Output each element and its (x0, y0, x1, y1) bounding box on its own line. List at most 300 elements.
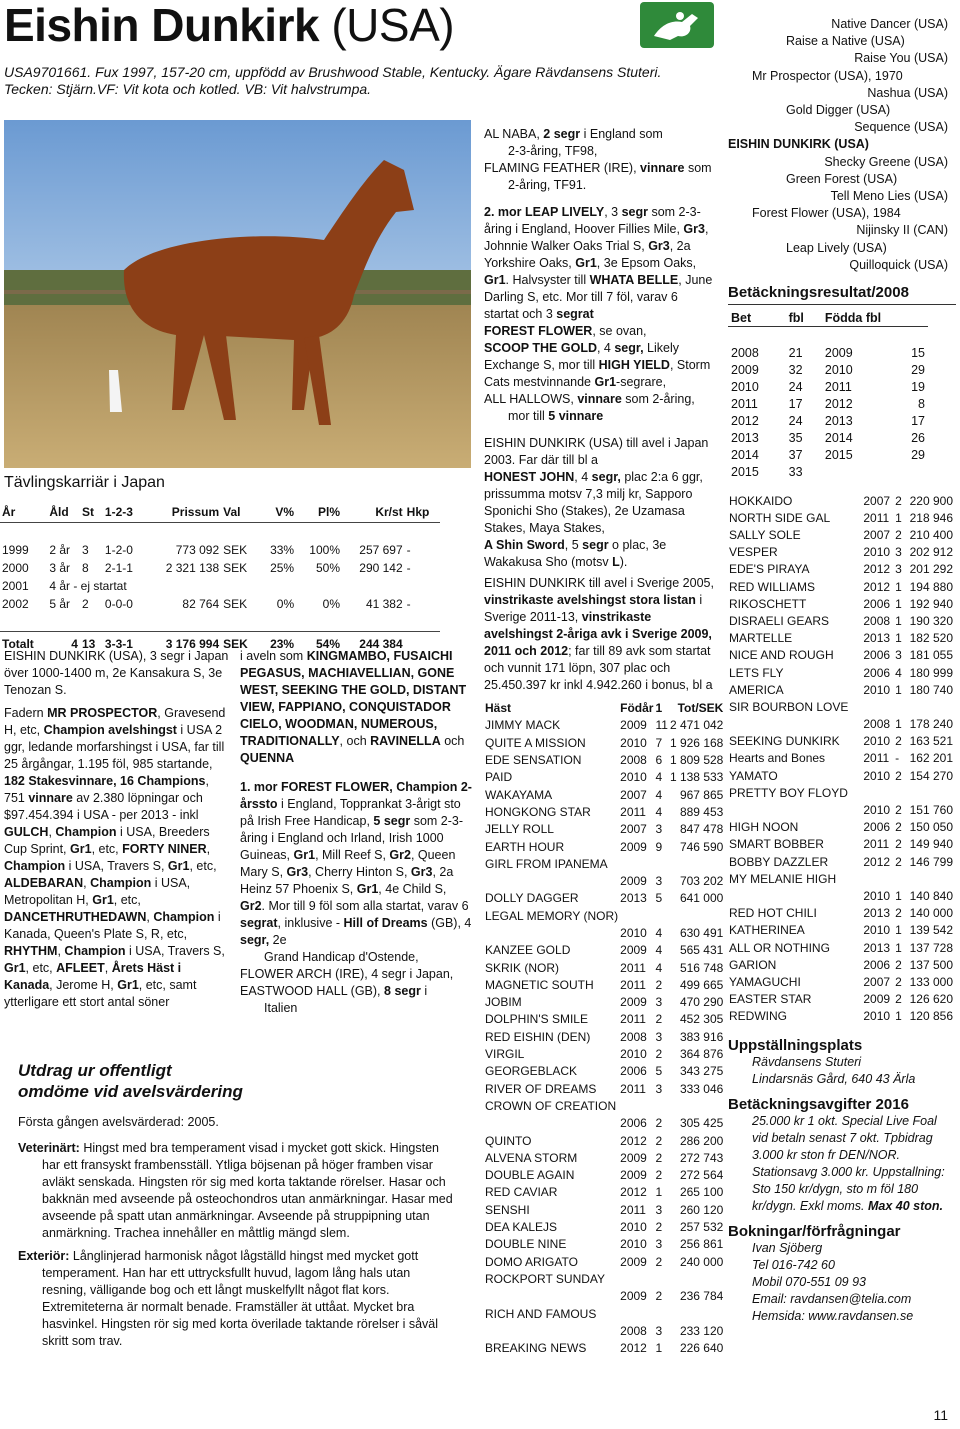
table-cell: 201 292 (909, 562, 953, 577)
pedigree-entry: Sequence (USA) (854, 120, 948, 135)
table-cell: 1 138 533 (669, 770, 724, 785)
col-header: Hkp (405, 502, 440, 523)
table-row (728, 990, 954, 1007)
table-cell (669, 908, 724, 925)
table-cell: EASTER STAR (729, 992, 812, 1007)
table-cell: 2015 (731, 464, 759, 479)
table-row (728, 733, 954, 750)
pedigree-entry: Green Forest (USA) (786, 171, 898, 186)
table-cell: 305 425 (679, 1116, 724, 1131)
table-cell: 35 (788, 430, 803, 445)
table-cell: 2009 (620, 1168, 647, 1183)
table-row (484, 1202, 724, 1219)
table-row (484, 1011, 724, 1028)
table-cell: 2 (655, 1254, 663, 1269)
table-cell: 1 (895, 631, 902, 646)
table-cell: 2010 (620, 1237, 647, 1252)
col-header: Kr/st (342, 502, 405, 523)
table-cell: 3 (655, 1081, 663, 1096)
table-cell: 218 946 (909, 510, 953, 525)
offspring-header: Häst Födår 1 Tot/SEK (485, 701, 724, 716)
table-cell (822, 463, 889, 480)
table-row (728, 819, 954, 836)
table-row (484, 1236, 724, 1253)
table-cell: 2009 (620, 943, 647, 958)
right-column (728, 16, 956, 1325)
table-cell: 21 (788, 345, 803, 360)
col-header: V% (259, 502, 296, 523)
col-header: År (0, 502, 47, 523)
table-cell: MY MELANIE HIGH (729, 871, 837, 886)
table-cell: 154 270 (909, 768, 953, 783)
table-cell: 2 (895, 493, 902, 508)
total-row: Totalt 4 13 3-3-1 3 176 994 SEK 23% 54% 244 384 (0, 632, 440, 657)
table-cell: 2009 (620, 995, 647, 1010)
table-cell: 2011 (620, 977, 646, 992)
table-cell: 2010 (863, 803, 891, 818)
table-cell: 1 (655, 1185, 663, 1200)
table-cell: GIRL FROM IPANEMA (485, 856, 608, 871)
table-row (484, 1167, 724, 1184)
table-row (484, 942, 724, 959)
table-cell (484, 1323, 619, 1340)
table-row (728, 664, 954, 681)
table-cell: 17 (911, 413, 925, 428)
contact-line: Tel 016-742 60 (752, 1257, 835, 1272)
table-row (484, 1288, 724, 1305)
table-cell: 2 471 042 (669, 718, 724, 733)
table-cell: DOLLY DAGGER (485, 891, 579, 906)
table-cell: DOUBLE NINE (485, 1237, 567, 1252)
table-row (484, 717, 724, 734)
table-cell: 2012 (620, 1133, 647, 1148)
table-cell: 2007 (863, 528, 891, 543)
table-cell: 2009 (620, 718, 647, 733)
table-cell (619, 1098, 654, 1115)
table-cell: 137 500 (909, 957, 953, 972)
table-cell: 516 748 (679, 960, 724, 975)
table-cell: 2007 (863, 974, 891, 989)
table-row (728, 956, 954, 973)
table-row (728, 526, 954, 543)
table-cell: 2009 (620, 839, 647, 854)
table-cell: 847 478 (679, 822, 724, 837)
table-cell: 2012 (863, 579, 891, 594)
table-cell: 24 (788, 379, 803, 394)
table-cell: 120 856 (909, 1009, 953, 1024)
table-cell: 746 590 (679, 839, 724, 854)
table-cell (904, 870, 954, 887)
table-cell: 499 665 (679, 977, 724, 992)
table-cell: 1 (895, 717, 902, 732)
table-row (484, 994, 724, 1011)
table-cell (904, 784, 954, 801)
table-row (728, 784, 954, 801)
table-cell: 2010 (824, 362, 853, 377)
offspring-table (484, 700, 724, 1357)
table-cell: 150 050 (909, 820, 953, 835)
table-row (728, 922, 954, 939)
table-cell: 2012 (620, 1185, 647, 1200)
table-cell: 162 201 (909, 751, 953, 766)
table-cell (654, 908, 668, 925)
table-row (484, 959, 724, 976)
table-cell: 233 120 (679, 1323, 724, 1338)
table-cell: 2010 (863, 923, 891, 938)
table-cell: REDWING (729, 1009, 787, 1024)
table-cell: 2008 (620, 753, 647, 768)
table-cell: KANZEE GOLD (485, 943, 571, 958)
table-cell: GEORGEBLACK (485, 1064, 578, 1079)
contact-email[interactable]: Email: ravdansen@telia.com (752, 1291, 912, 1306)
table-cell: 210 400 (909, 528, 953, 543)
table-cell: 333 046 (679, 1081, 724, 1096)
table-cell: 286 200 (679, 1133, 724, 1148)
table-row (484, 735, 724, 752)
table-cell: 470 290 (679, 995, 724, 1010)
table-row (728, 429, 928, 446)
table-cell: 24 (788, 413, 803, 428)
table-cell: 2007 (863, 493, 891, 508)
table-cell: 2006 (620, 1116, 647, 1131)
table-cell: QUITE A MISSION (485, 735, 586, 750)
table-cell: 2006 (620, 1064, 647, 1079)
table-cell: 2 (895, 957, 902, 972)
table-cell: 2 (655, 1116, 663, 1131)
table-row (728, 870, 954, 887)
table-cell: 2010 (863, 734, 891, 749)
table-cell: 17 (788, 396, 803, 411)
table-row (728, 750, 954, 767)
table-cell: 1 (895, 613, 902, 628)
table-cell: 2010 (620, 1047, 647, 1062)
table-cell: 163 521 (909, 734, 953, 749)
table-cell (669, 1271, 724, 1288)
pedigree-entry: EISHIN DUNKIRK (USA) (728, 137, 869, 152)
table-row (728, 509, 954, 526)
pedigree-entry: Native Dancer (USA) (831, 17, 948, 31)
table-cell: 5 (655, 1064, 663, 1079)
table-cell: 256 861 (679, 1237, 724, 1252)
table-cell: 2011 (863, 751, 890, 766)
table-cell: 2009 (824, 345, 853, 360)
table-cell: PAID (485, 770, 513, 785)
table-row: 2002 5 år 2 0-0-0 82 764 SEK 0% 0% 41 382 - (2, 597, 411, 611)
evaluation-text: Veterinärt: Hingst med bra temperament visad i mycket gott skick. Hingsten har ett fransyskt frambensställ. Ytliga böjsenan på höger framben visar avläkt senskada. Hingsten rör sig med korta taktande rörelser. Hasar och bakknän med avseende på osteochondros utan anmärkningar. Hasar med avseende på spatt utan anmärkningar. Avseende på struppipning utan anmärkning. Trachea innehåller en måttlig mängd slem. Exteriör: Långlinjerad harmonisk något lågställd hingst med mycket gott temperament. Han har ett uttrycksfullt huvud, lagom lång hals utan resning, välligande bog och ett långt muskelfyllt något flat kors. Extremiteterna är normalt benade. Framställer ät uttåat. Mycket bra hasvinkel. Hingsten rör sig med korta överilade taktande rörelser i såväl skritt som trav. (18, 1141, 453, 1348)
table-cell: 2010 (620, 926, 647, 940)
table-cell (894, 784, 904, 801)
table-cell: RED HOT CHILI (729, 906, 817, 921)
stud-logo-icon (640, 2, 714, 48)
table-cell (484, 873, 619, 890)
table-row (728, 939, 954, 956)
table-cell: 178 240 (909, 717, 953, 732)
table-cell: 2 (655, 1150, 663, 1165)
table-cell: 2011 (863, 510, 890, 525)
table-row (728, 395, 928, 412)
table-cell: 565 431 (679, 943, 724, 958)
table-cell: LEGAL MEMORY (NOR) (485, 908, 619, 923)
table-cell: 2011 (824, 379, 852, 394)
table-cell (619, 908, 654, 925)
table-cell: BOBBY DAZZLER (729, 854, 829, 869)
table-cell: LETS FLY (729, 665, 784, 680)
table-cell: 1 (895, 888, 902, 903)
table-row (728, 767, 954, 784)
table-cell: 182 520 (909, 631, 953, 646)
table-cell: 2012 (863, 854, 891, 869)
horse-info: USA9701661. Fux 1997, 157-20 cm, uppfödd av Brushwood Stable, Kentucky. Ägare Rävdansens Stuteri. Tecken: Stjärn.VF: Vit kota och kotled. VB: Vit halvstrumpa. (4, 64, 662, 97)
table-cell (894, 870, 904, 887)
table-cell: 272 743 (679, 1150, 724, 1165)
table-cell: 272 564 (679, 1168, 724, 1183)
betack-title: Betäckningsresultat/2008 (728, 284, 956, 305)
betack-header: Bet fbl Födda fbl (731, 310, 882, 325)
table-cell: MARTELLE (729, 631, 793, 646)
table-cell: 2008 (620, 1029, 647, 1044)
table-cell: JELLY ROLL (485, 822, 554, 837)
table-cell: EARTH HOUR (485, 839, 565, 854)
table-row (728, 887, 954, 904)
table-row (484, 1254, 724, 1271)
table-cell: 4 (895, 665, 902, 680)
description-col1: EISHIN DUNKIRK (USA), 3 segr i Japan över 1000-1400 m, 2e Kansakura S, 3e Tenozan S. Fadern MR PROSPECTOR, Gravesend H, etc, Champion avelshingst i USA 2 ggr, ledande morfarshingst i USA, far till 25 årgångar, 1.195 föl, 985 startande, 182 Stakesvinnare, 16 Champions, 751 vinnare av 2.380 löpningar och $97.454.394 i USA - per 2013 - inkl GULCH, Champion i USA, Breeders Cup Sprint, Gr1, etc, FORTY NINER, Champion i USA, Travers S, Gr1, etc, ALDEBARAN, Champion i USA, Metropolitan H, Gr1, etc, DANCETHRUTHEDAWN, Champion i Kanada, Queen's Plate S, R, etc, RHYTHM, Champion i USA, Travers S, Gr1, etc, AFLEET, Årets Häst i Kanada, Jerome H, Gr1, etc, samt ytterligare ett stort antal söner (4, 649, 229, 1009)
table-row (484, 1150, 724, 1167)
table-row (728, 492, 954, 509)
description-col3: AL NABA, 2 segr i England som 2-3-åring, TF98, FLAMING FEATHER (IRE), vinnare som 2-åring, TF91. 2. mor LEAP LIVELY, 3 segr som 2-3-åring i England, Hoover Fillies Mile, Gr3, Johnnie Walker Oaks Trial S, Gr3, 2a Yorkshire Oaks, Gr1, 3e Epsom Oaks, Gr1. Halvsyster till WHATA BELLE, June Darling S, etc. Mor till 7 föl, varav 6 startat och 3 segrat FOREST FLOWER, se ovan, SCOOP THE GOLD, 4 segr, Likely Exchange S, mor till HIGH YIELD, Storm Cats mestvinnande Gr1-segrare, ALL HALLOWS, vinnare som 2-åring, mor till 5 vinnare EISHIN DUNKIRK (USA) till avel i Japan 2003. Far där till bl a HONEST JOHN, 4 segr, plac 2:a 6 ggr, prissumma motsv 7,3 milj kr, Sapporo Sponichi Sho (Stakes), 2e Uzamasa Stakes, Maya Stakes, A Shin Sword, 5 segr o plac, 3e Wakakusa Sho (motsv L). EISHIN DUNKIRK till avel i Sverige 2005, vinstrikaste avelshingst stora listan i Sverige 2011-13, vinstrikaste avelshingst 2-åriga avk i Sverige 2009, 2011 och 2012; far till 89 avk som startat och vunnit 171 löpn, 307 plac och 25.450.397 kr inkl 4.942.260 i bonus, bl a Häst Födår 1 Tot/SEK JIMMY MACK 2009 11 2 471 042 QUITE A MISSION 2010 7 1 926 168 EDE SENSATION 2008 6 1 809 528 PAID 2010 4 1 138 533 WAKAYAMA 2007 4 967 865 HONGKONG STAR 2011 4 889 453 JELLY ROLL 2007 3 847 478 EARTH HOUR 2009 9 746 590 GIRL FROM IPANEMA 2009 3 703 202 DOLLY DAGGER 2013 5 641 000 LEGAL MEMORY (NOR) 2010 4 630 491 KANZEE GOLD 2009 4 565 431 SKRIK (NOR) 2011 4 516 748 MAGNETIC SOUTH 2011 2 499 665 JOBIM 2009 3 470 290 DOLPHIN'S SMILE 2011 2 452 305 RED EISHIN (DEN) 2008 3 383 916 VIRGIL 2010 2 364 876 GEORGEBLACK 2006 5 343 275 RIVER OF DREAMS 2011 3 333 046 CROWN OF CREATION 2006 2 305 425 QUINTO 2012 2 286 200 ALVENA STORM 2009 2 272 743 DOUBLE AGAIN 2009 2 272 564 RED CAVIAR 2012 1 265 100 SENSHI 2011 3 260 120 DEA KALEJS 2010 2 257 532 DOUBLE NINE 2010 3 256 861 DOMO ARIGATO 2009 2 240 000 ROCKPORT SUNDAY 2009 2 236 784 RICH AND FAMOUS 2008 3 233 120 BREAKING NEWS 2012 1 226 640 (484, 126, 714, 1357)
table-cell: SEEKING DUNKIRK (729, 734, 840, 749)
table-cell: 2013 (620, 891, 647, 906)
table-cell: SKRIK (NOR) (485, 960, 560, 975)
table-row (728, 612, 954, 629)
table-cell: 202 912 (909, 545, 953, 560)
table-cell: RICH AND FAMOUS (485, 1306, 597, 1321)
pedigree-entry: Forest Flower (USA), 1984 (752, 206, 901, 221)
table-cell: 2010 (620, 735, 647, 750)
table-cell: 2012 (824, 396, 853, 411)
table-cell (484, 925, 619, 942)
table-cell: 2 (895, 820, 902, 835)
table-cell: 2009 (620, 1254, 647, 1269)
uppst-title: Uppställningsplats (728, 1036, 863, 1054)
table-cell: 1 809 528 (669, 753, 724, 768)
table-cell: 220 900 (909, 493, 953, 508)
table-cell: 1 (655, 1341, 663, 1356)
table-cell (484, 1288, 619, 1305)
table-row (728, 378, 928, 395)
table-cell: 2 (895, 837, 902, 852)
table-cell: 3 (655, 874, 663, 889)
table-cell: 5 (655, 891, 663, 906)
table-cell: 2 (895, 974, 902, 989)
table-row (728, 801, 954, 818)
table-cell (484, 1115, 619, 1132)
table-cell: 889 453 (679, 804, 724, 819)
table-row (728, 361, 928, 378)
table-cell: 8 (918, 396, 925, 411)
table-cell: 3 (895, 545, 902, 560)
table-cell: EDE SENSATION (485, 753, 582, 768)
table-cell: RED EISHIN (DEN) (485, 1029, 591, 1044)
table-cell: GARION (729, 957, 777, 972)
table-cell: 180 740 (909, 682, 953, 697)
table-cell: 2011 (863, 837, 890, 852)
table-cell: 3 (655, 1202, 663, 1217)
table-row (728, 463, 928, 480)
table-cell (654, 856, 668, 873)
table-cell (728, 887, 862, 904)
table-cell: 2013 (863, 631, 891, 646)
table-cell: 3 (655, 1237, 663, 1252)
table-cell: DOMO ARIGATO (485, 1254, 578, 1269)
table-row (728, 715, 954, 732)
table-cell: 4 (655, 787, 663, 802)
table-cell: 2006 (863, 648, 891, 663)
table-cell: BREAKING NEWS (485, 1341, 587, 1356)
uppst-line: Rävdansens Stuteri (752, 1054, 862, 1069)
table-cell: 2 (655, 1133, 663, 1148)
contact-line: Ivan Sjöberg (752, 1240, 823, 1255)
table-cell: RED WILLIAMS (729, 579, 816, 594)
table-cell: SMART BOBBER (729, 837, 824, 852)
table-row (484, 925, 724, 942)
table-cell: 2013 (863, 940, 891, 955)
table-cell: ROCKPORT SUNDAY (485, 1271, 606, 1286)
col-header: 1-2-3 (103, 502, 145, 523)
table-cell: RED CAVIAR (485, 1185, 558, 1200)
table-cell: 2008 (863, 717, 891, 732)
table-cell: SENSHI (485, 1202, 530, 1217)
table-row (728, 344, 928, 361)
col-header: Åld (47, 502, 80, 523)
page-title: Eishin Dunkirk (USA) (4, 0, 455, 51)
avg-title: Betäckningsavgifter 2016 (728, 1095, 909, 1113)
avg-text: 25.000 kr 1 okt. Special Live Foal vid betaln senast 7 okt. Tpbidrag 3.000 kr ston fr DEN/NOR. Stationsavg 3.000 kr. Uppstallning: Sto 150 kr/dygn, sto m föl 180 kr/dygn. Exkl moms. Max 40 ston. (752, 1113, 945, 1213)
table-cell: 29 (911, 447, 925, 462)
table-cell: 703 202 (679, 874, 724, 889)
table-row (728, 446, 928, 463)
pedigree-entry: Raise You (USA) (854, 51, 948, 66)
table-row (728, 578, 954, 595)
table-cell (619, 1305, 654, 1322)
table-cell: HONGKONG STAR (485, 804, 591, 819)
table-row: 1999 2 år 3 1-2-0 773 092 SEK 33% 100% 257 697 - (2, 543, 411, 557)
table-cell: 2012 (731, 413, 759, 428)
table-cell: 151 760 (909, 803, 953, 818)
table-cell: YAMAGUCHI (729, 974, 801, 989)
pedigree-entry: Gold Digger (USA) (786, 103, 891, 118)
career-title: Tävlingskarriär i Japan (4, 474, 165, 491)
table-row (484, 1219, 724, 1236)
table-row (484, 1098, 724, 1115)
table-cell: 2014 (731, 447, 759, 462)
table-cell: 37 (788, 447, 803, 462)
table-row (484, 1132, 724, 1149)
page-number: 11 (933, 1407, 948, 1423)
table-row (484, 890, 724, 907)
table-cell: RIKOSCHETT (729, 596, 807, 611)
table-cell: 226 640 (679, 1341, 724, 1356)
table-cell: 1 (895, 579, 902, 594)
table-row (484, 856, 724, 873)
table-cell: 2007 (620, 787, 647, 802)
table-cell: 6 (655, 753, 663, 768)
table-cell: 2010 (620, 770, 647, 785)
table-cell: 4 (655, 943, 663, 958)
table-cell: 133 000 (909, 974, 953, 989)
table-cell: 2009 (863, 992, 891, 1007)
table-cell: 2006 (863, 957, 891, 972)
table-cell: 2008 (731, 345, 759, 360)
table-cell: 2012 (863, 562, 891, 577)
table-cell: 15 (911, 345, 925, 360)
table-cell: QUINTO (485, 1133, 532, 1148)
table-row: 2001 4 år - ej startat (2, 579, 127, 593)
table-cell: 140 000 (909, 906, 953, 921)
table-row (728, 853, 954, 870)
utdrag-title: Utdrag ur offentligt omdöme vid avelsvärdering Första gången avelsvärderad: 2005. (18, 1061, 243, 1129)
table-cell: MAGNETIC SOUTH (485, 977, 594, 992)
table-cell: DOLPHIN'S SMILE (485, 1012, 588, 1027)
table-cell (654, 1098, 668, 1115)
contact-website[interactable]: Hemsida: www.ravdansen.se (752, 1308, 914, 1323)
table-cell (654, 1271, 668, 1288)
table-cell: Hearts and Bones (729, 751, 826, 766)
col-header: Val (221, 502, 259, 523)
table-cell: 2014 (824, 430, 853, 445)
table-cell: 139 542 (909, 923, 953, 938)
table-cell (654, 1305, 668, 1322)
table-cell: 2 (895, 768, 902, 783)
offspring-table-2 (728, 492, 954, 1025)
pedigree-entry: Nashua (USA) (867, 85, 948, 100)
table-cell: 1 (895, 940, 902, 955)
table-cell: 2009 (620, 874, 647, 889)
table-cell: JOBIM (485, 995, 522, 1010)
table-row (728, 973, 954, 990)
table-cell: 140 840 (909, 888, 953, 903)
table-cell (669, 1305, 724, 1322)
table-cell: 2009 (620, 1289, 647, 1304)
table-row (484, 1029, 724, 1046)
table-cell: 19 (911, 379, 925, 394)
table-cell: 343 275 (679, 1064, 724, 1079)
table-row (484, 1184, 724, 1201)
table-cell: 257 532 (679, 1220, 724, 1235)
table-cell: 3 (655, 822, 663, 837)
table-cell: 2009 (731, 362, 759, 377)
table-row (484, 1046, 724, 1063)
table-cell: 11 (655, 718, 668, 733)
table-cell: 2 (655, 977, 663, 992)
table-cell: 2 (895, 803, 902, 818)
table-cell: 3 (895, 648, 902, 663)
table-cell: 265 100 (679, 1185, 724, 1200)
table-cell: 2010 (863, 682, 891, 697)
table-cell: 1 (895, 682, 902, 697)
table-row (484, 1271, 724, 1288)
table-cell: 137 728 (909, 940, 953, 955)
table-cell: 452 305 (679, 1012, 724, 1027)
table-cell: 641 000 (679, 891, 724, 906)
table-row (484, 1305, 724, 1322)
table-cell: 2 (895, 854, 902, 869)
table-cell: SIR BOURBON LOVE (729, 699, 849, 714)
table-cell: 2011 (620, 960, 646, 975)
table-row (728, 595, 954, 612)
table-cell: NICE AND ROUGH (729, 648, 834, 663)
table-cell: 1 (895, 923, 902, 938)
